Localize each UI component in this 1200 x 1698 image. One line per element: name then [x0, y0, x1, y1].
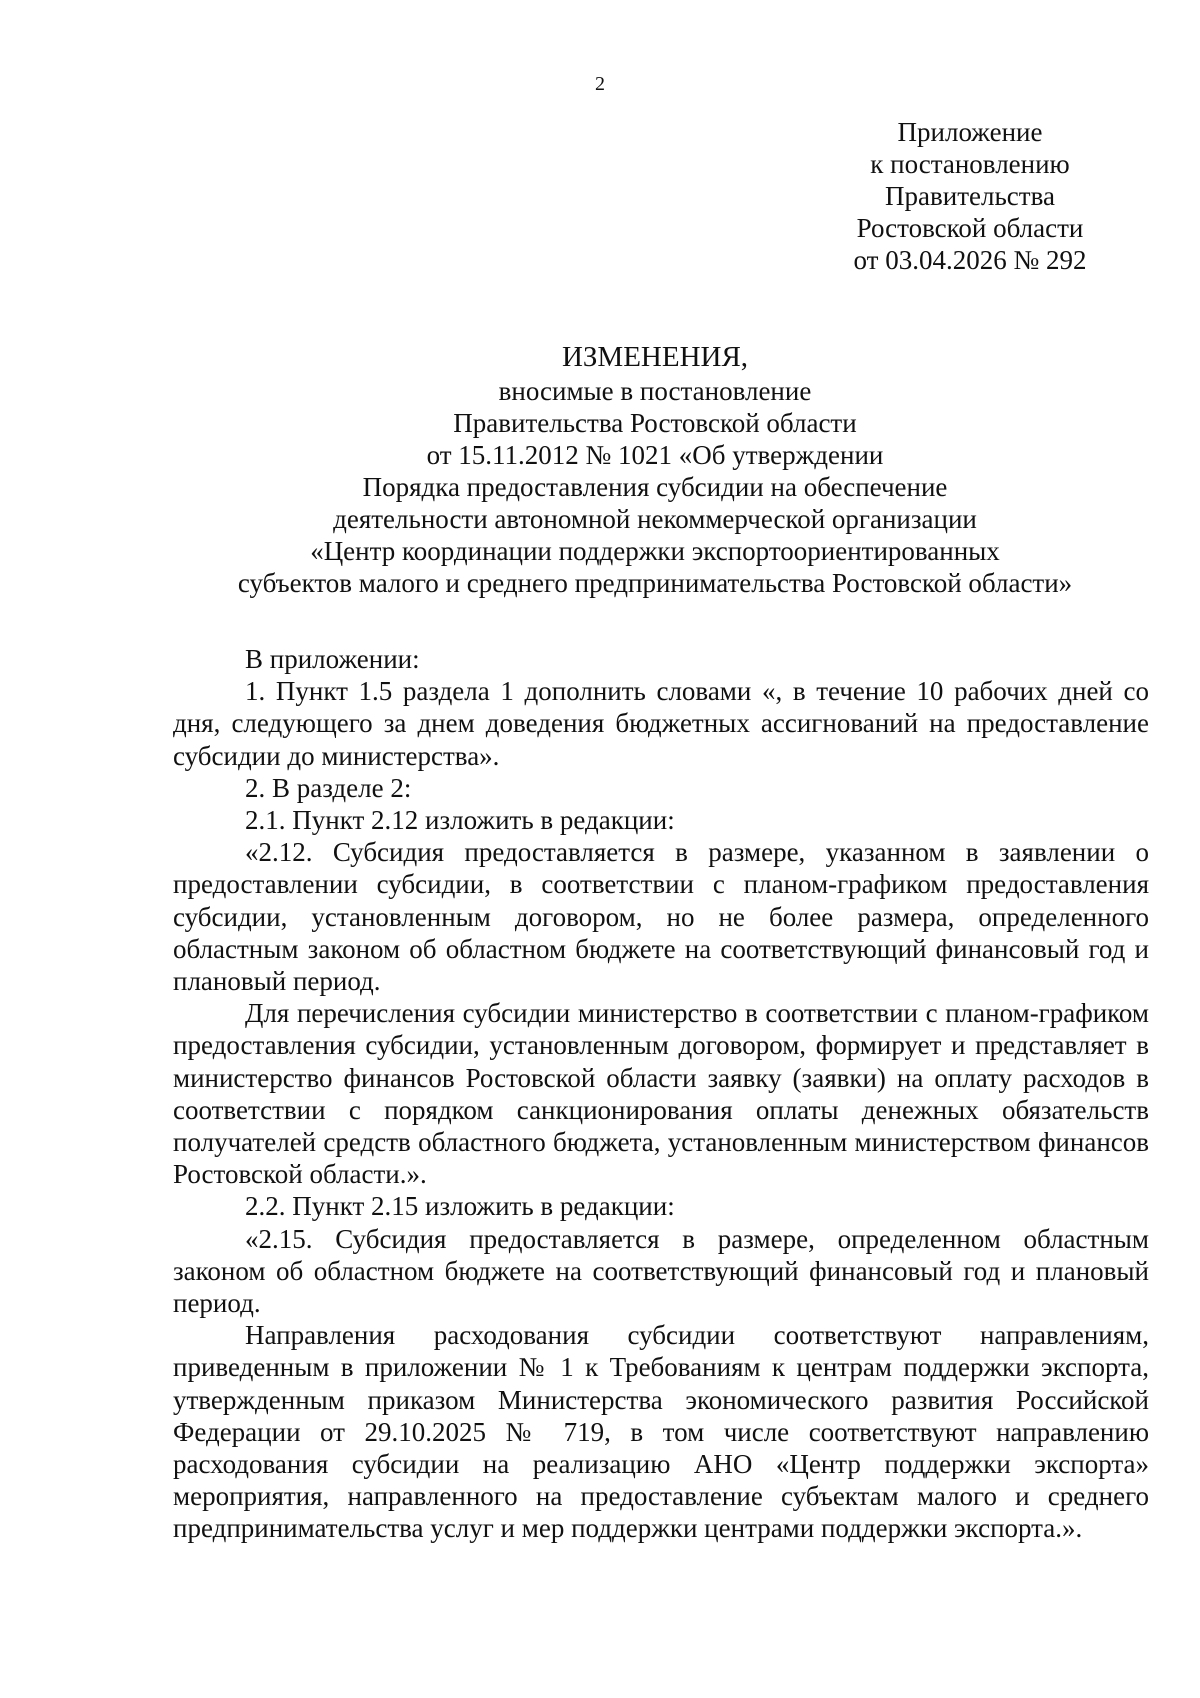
annex-line: от 03.04.2026 № 292 — [853, 245, 1087, 275]
annex-header — [820, 116, 1120, 276]
title-line: Правительства Ростовской области — [453, 408, 857, 438]
title-line: вносимые в постановление — [498, 376, 812, 406]
document-body — [173, 643, 1149, 1545]
body-paragraph: «2.15. Субсидия предоставляется в размере, определенном областным законом об областном бюджете на соответствующий финансовый год и плановый период. — [173, 1223, 1149, 1319]
body-paragraph: «2.12. Субсидия предоставляется в размере, указанном в заявлении о предоставлении субсидии, в соответствии с планом-графиком предоставления субсидии, установленным договором, но не более размера, определенного областным законом об областном бюджете на соответствующий финансовый год и плановый период. — [173, 837, 1149, 997]
annex-line: к постановлению — [870, 149, 1070, 179]
title-line: от 15.11.2012 № 1021 «Об утверждении — [426, 440, 884, 470]
body-paragraph: 2.2. Пункт 2.15 изложить в редакции: — [245, 1191, 675, 1222]
annex-line: Приложение — [897, 117, 1043, 147]
body-paragraph: Для перечисления субсидии министерство в соответствии с планом-графиком предоставления субсидии, установленным договором, формирует и представляет в министерство финансов Ростовской области заявку (заявки) на оплату расходов в соответствии с порядком санкционирования оплаты денежных обязательств получателей средств областного бюджета, установленным министерством финансов Ростовской области.». — [173, 998, 1149, 1190]
body-paragraph: 2.1. Пункт 2.12 изложить в редакции: — [245, 805, 675, 836]
title-heading: ИЗМЕНЕНИЯ, — [561, 341, 749, 373]
title-line: деятельности автономной некоммерческой организации — [333, 504, 977, 534]
title-line: «Центр координации поддержки экспортоориентированных — [310, 536, 1000, 566]
page-number: 2 — [595, 73, 605, 95]
body-paragraph: Направления расходования субсидии соответствуют направлениям, приведенным в приложении № 1 к Требованиям к центрам поддержки экспорта, утвержденным приказом Министерства экономического развития Российской Федерации от 29.10.2025 № 719, в том числе соответствуют направлению расходования субсидии на реализацию АНО «Центр поддержки экспорта» мероприятия, направленного на предоставление субъектам малого и среднего предпринимательства услуг и мер поддержки центрами поддержки экспорта.». — [173, 1320, 1149, 1544]
body-paragraph: 1. Пункт 1.5 раздела 1 дополнить словами «, в течение 10 рабочих дней со дня, следующего за днем доведения бюджетных ассигнований на предоставление субсидии до министерства». — [173, 676, 1149, 771]
body-paragraph: В приложении: — [245, 644, 420, 674]
annex-line: Правительства — [885, 181, 1055, 211]
title-line: субъектов малого и среднего предпринимательства Ростовской области» — [237, 568, 1073, 598]
title-line: Порядка предоставления субсидии на обеспечение — [362, 472, 948, 502]
body-paragraph: 2. В разделе 2: — [245, 772, 412, 803]
document-title — [160, 340, 1150, 599]
annex-line: Ростовской области — [856, 213, 1084, 243]
